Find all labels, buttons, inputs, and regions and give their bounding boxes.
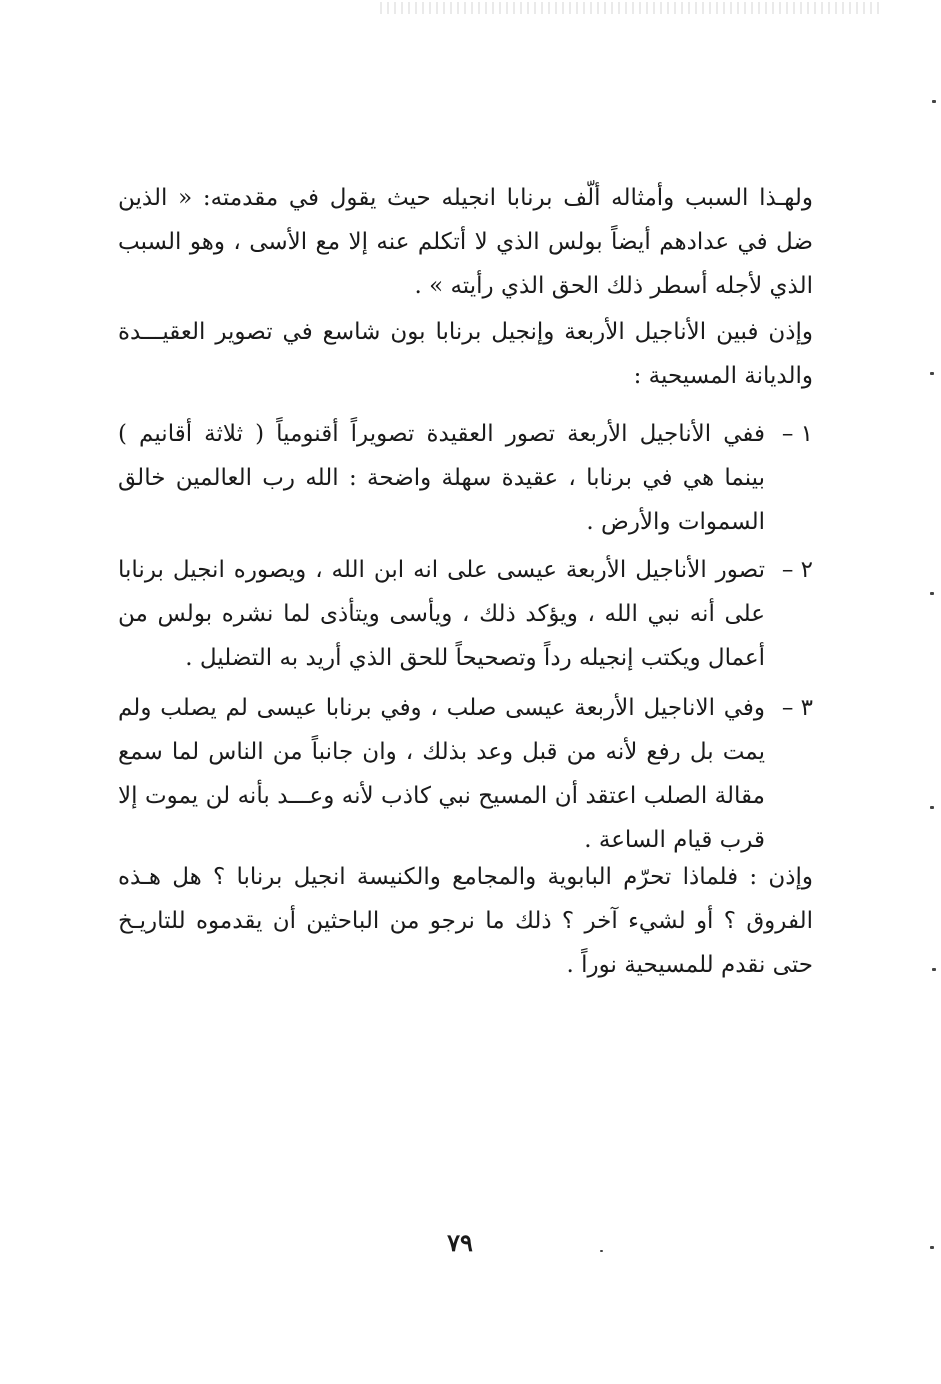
scan-speck [930, 372, 934, 375]
scan-speck [600, 1250, 603, 1252]
scan-artifact [380, 2, 880, 14]
list-item-number: ٣ – [781, 695, 813, 721]
page-number: ٧٩ [447, 1228, 473, 1257]
list-item-2 [118, 548, 813, 680]
paragraph-conclusion: وإذن : فلماذا تحرّم البابوية والمجامع والكنيسة انجيل برنابا ؟ هل هـذه الفروق ؟ أو لشيء آخر ؟ ذلك ما نرجو من الباحثين أن يقدموه للتاريـخ حتى نقدم للمسيحية نوراً . [118, 864, 813, 978]
list-item-text: ففي الأناجيل الأربعة تصور العقيدة تصويراً أقنومياً ( ثلاثة أقانيم ) بينما هي في برنابا ، عقيدة سهلة واضحة : الله رب العالمين خالق السموات والأرض . [118, 421, 765, 535]
list-item-text: تصور الأناجيل الأربعة عيسى على انه ابن الله ، ويصوره انجيل برنابا على أنه نبي الله ، ويؤكد ذلك ، ويأسى ويتأذى لما نشره بولس من أعمال ويكتب إنجيله رداً وتصحيحاً للحق الذي أريد به التضليل . [118, 557, 765, 671]
paragraph-comparison: وإذن فبين الأناجيل الأربعة وإنجيل برنابا بون شاسع في تصوير العقيـــدة والديانة المسيحية : [118, 319, 813, 389]
scan-speck [930, 1246, 934, 1249]
list-item-1 [118, 412, 813, 544]
list-item-number: ١ – [781, 421, 813, 447]
scan-speck [932, 968, 936, 971]
list-item-text: وفي الاناجيل الأربعة عيسى صلب ، وفي برنابا عيسى لم يصلب ولم يمت بل رفع لأنه من قبل وعد بذلك ، وان جانباً من الناس لما سمع مقالة الصلب اعتقد أن المسيح نبي كاذب لأنه وعـــد بأنه لن يموت إلا قرب قيام الساعة . [118, 695, 765, 853]
scan-speck [930, 592, 934, 595]
scan-speck [932, 100, 936, 103]
list-item-3 [118, 686, 813, 862]
scan-speck [930, 806, 934, 809]
list-item-number: ٢ – [781, 557, 813, 583]
paragraph-intro: ولهـذا السبب وأمثاله ألّف برنابا انجيله حيث يقول في مقدمته: « الذين ضل في عدادهم أيضاً بولس الذي لا أتكلم عنه إلا مع الأسى ، وهو السبب الذي لأجله أسطر ذلك الحق الذي رأيته » . [118, 185, 813, 299]
